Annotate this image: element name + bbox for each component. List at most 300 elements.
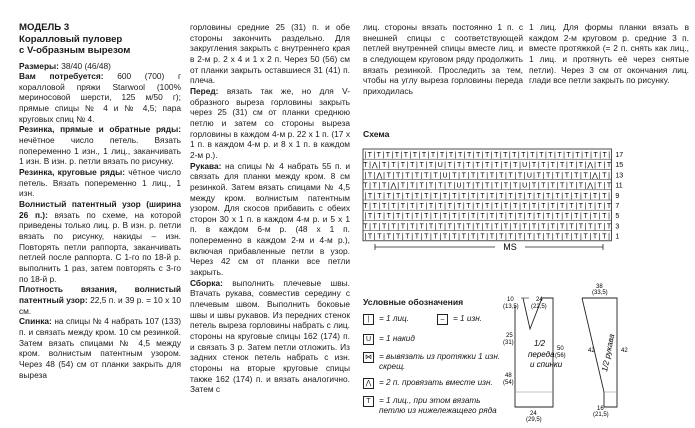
chart-cell: |: [508, 151, 511, 159]
chart-cell: |: [472, 202, 475, 210]
chart-cell: T: [419, 182, 424, 190]
chart-cell: T: [575, 151, 580, 159]
chart-cell: T: [433, 172, 438, 180]
chart-cell: |: [369, 182, 371, 190]
chart-cell: |: [603, 202, 606, 210]
chart-cell: |: [523, 233, 526, 241]
wave-pattern: Волнистый патентный узор (ширина 26 п.): вязать по схеме, на которой приведены только лиц. р. В изн. р. петли вязать по рисунку, накиды – изн. Повторять петли раппорта, заканчивать петлей после раппорта. С 1-го по 18-й р. выполнить 1 раз, затем повторять с 3-го по 18-й р.: [19, 199, 182, 284]
text-column-2: [190, 22, 350, 395]
chart-cell: |: [434, 223, 437, 231]
chart-cell: T: [419, 202, 424, 210]
chart-cell: |: [598, 233, 601, 241]
chart-cell: |: [554, 151, 556, 159]
chart-cell: T: [489, 172, 495, 180]
chart-cell: |: [444, 202, 446, 210]
ms-label: MS: [503, 242, 517, 252]
front-dim-right-1: 50: [557, 346, 564, 352]
chart-cell: T: [405, 233, 410, 241]
chart-cell: |: [584, 223, 587, 231]
chart-cell: |: [580, 233, 582, 241]
chart-cell: |: [364, 151, 367, 159]
chart-cell: |: [378, 182, 381, 190]
chart-cell: T: [452, 172, 457, 180]
chart-cell: T: [414, 233, 420, 241]
legend-cross: ⋈ = вывязать из протяжки 1 изн. скрещ.: [365, 352, 501, 371]
chart-cell: T: [508, 192, 513, 200]
chart-cell: T: [606, 162, 612, 170]
chart-cell: T: [583, 192, 588, 200]
cross-purl-symbol-icon: ⋈: [365, 354, 372, 361]
chart-cell: T: [386, 213, 391, 221]
chart-cell: |: [575, 162, 578, 170]
legend-yarn-over: U = 1 накид: [363, 334, 503, 345]
chart-cell: T: [433, 192, 438, 200]
chart-cell: T: [381, 202, 387, 210]
chart-cell: ⋀: [390, 182, 397, 190]
chart-cell: |: [462, 202, 465, 210]
chart-cell: T: [545, 213, 551, 221]
chart-cell: T: [412, 151, 418, 159]
chart-cell: |: [490, 182, 493, 190]
chart-cell: |: [551, 213, 554, 221]
chart-cell: |: [481, 151, 484, 159]
chart-cell: T: [602, 192, 607, 200]
chart-cell: |: [472, 182, 475, 190]
chart-cell: T: [410, 202, 415, 210]
chart-cell: T: [517, 172, 523, 180]
chart-cell: |: [533, 192, 535, 200]
row-number: 1: [615, 233, 620, 241]
chart-cell: T: [597, 202, 602, 210]
chart-cell: T: [499, 233, 504, 241]
chart-cell: |: [547, 223, 550, 231]
ms-repeat-marker: [375, 242, 603, 252]
chart-cell: |: [397, 182, 400, 190]
chart-cell: T: [480, 172, 485, 180]
chart-cell: |: [383, 192, 386, 200]
chart-cell: T: [557, 151, 562, 159]
chart-cell: |: [406, 182, 409, 190]
chart-cell: T: [452, 192, 457, 200]
chart-cell: |: [406, 162, 409, 170]
chart-cell: |: [490, 151, 493, 159]
chart-cell: |: [561, 172, 564, 180]
chart-cell: T: [569, 182, 574, 190]
chart-border: [363, 149, 611, 241]
chart-cell: |: [400, 151, 403, 159]
chart-cell: |: [411, 172, 414, 180]
chart-cell: T: [461, 192, 466, 200]
chart-cell: U: [456, 182, 462, 190]
chart-cell: |: [406, 223, 409, 231]
chart-cell: |: [565, 162, 568, 170]
front-dim-top-3: 24: [536, 297, 543, 303]
sizes: Размеры: 38/40 (46/48): [19, 60, 111, 71]
chart-cell: T: [578, 202, 584, 210]
chart-row-numbers: [615, 152, 623, 241]
chart-cell: T: [503, 151, 508, 159]
chart-cell: |: [519, 162, 521, 170]
chart-cell: T: [447, 223, 452, 231]
chart-cell: |: [369, 162, 371, 170]
chart-cell: T: [466, 182, 471, 190]
legend-p2tog: ⋀ = 2 п. провязать вместе изн.: [363, 378, 503, 389]
chart-cell: T: [578, 162, 584, 170]
chart-cell: T: [513, 223, 518, 231]
chart-cell: |: [467, 213, 470, 221]
row-number: 13: [615, 172, 624, 180]
chart-cell: T: [400, 182, 405, 190]
chart-cell: |: [373, 233, 376, 241]
chart-cell: T: [593, 151, 598, 159]
chart-cell: T: [541, 202, 546, 210]
chart-cell: T: [428, 182, 434, 190]
chart-cell: ⋀: [376, 172, 383, 180]
legend-knit: | = 1 лиц.: [363, 314, 433, 325]
chart-cell: T: [381, 162, 387, 170]
chart-cell: |: [453, 202, 456, 210]
chart-cell: |: [565, 223, 568, 231]
chart-cell: T: [536, 192, 541, 200]
chart-cell: T: [421, 151, 427, 159]
chart-cell: |: [565, 202, 568, 210]
chart-cell: |: [472, 151, 475, 159]
chart-cell: |: [509, 202, 512, 210]
chart-cell: |: [608, 213, 610, 221]
chart-cell: |: [453, 162, 456, 170]
chart-cell: T: [606, 223, 612, 231]
chart-cell: |: [584, 182, 587, 190]
chart-cell: |: [500, 202, 503, 210]
chart-cell: |: [528, 162, 531, 170]
chart-cell: T: [480, 233, 485, 241]
chart-cell: T: [476, 151, 481, 159]
chart-cell: |: [589, 233, 592, 241]
chart-cell: |: [556, 182, 559, 190]
chart-cell: T: [539, 151, 544, 159]
chart-cell: T: [410, 182, 415, 190]
chart-cell: T: [433, 213, 438, 221]
chart-cell: T: [494, 223, 499, 231]
chart-cell: |: [458, 233, 460, 241]
chart-cell: T: [372, 202, 377, 210]
sleeve-dim-right-1: 42: [621, 348, 628, 354]
chart-cell: |: [495, 213, 498, 221]
chart-cell: |: [598, 172, 601, 180]
chart-cell: |: [439, 233, 442, 241]
chart-cell: T: [536, 213, 541, 221]
chart-cell: T: [438, 202, 443, 210]
chart-cell: |: [364, 192, 367, 200]
chart-cell: |: [505, 172, 507, 180]
chart-cell: |: [533, 172, 535, 180]
chart-cell: |: [542, 192, 545, 200]
chart-cell: U: [522, 182, 528, 190]
chart-cell: T: [475, 162, 480, 170]
chart-cell: |: [551, 172, 554, 180]
text-column-4: 1 лиц. Для формы планки вязать в каждом 2-м круговом р. средние 3 п. вместе протяжкой (= 2 п. снять как лиц., 1 лиц. и протянуть её через снятые петли). Через 3 см от окончания лиц. глади все петли закрыть по рисунку.: [529, 22, 689, 86]
chart-cell: |: [490, 223, 493, 231]
chart-cell: |: [533, 233, 535, 241]
purl-symbol-icon: –: [437, 314, 448, 325]
chart-cell: |: [462, 223, 465, 231]
chart-cell: T: [470, 213, 476, 221]
chart-cell: |: [575, 202, 578, 210]
chart-cell: |: [575, 223, 578, 231]
sleeve-dim-bottom-2: (21,5): [593, 412, 609, 418]
chart-cell: |: [420, 233, 423, 241]
chart-cell: T: [513, 202, 518, 210]
chart-cell: |: [434, 182, 437, 190]
chart-cell: T: [521, 151, 526, 159]
chart-cell: T: [381, 223, 387, 231]
chart-cell: T: [569, 202, 574, 210]
chart-cell: T: [414, 192, 420, 200]
chart-cell: T: [485, 182, 490, 190]
chart-cell: |: [430, 213, 432, 221]
chart-cell: T: [363, 223, 368, 231]
chart-cell: |: [551, 192, 554, 200]
chart-cell: T: [574, 192, 579, 200]
chart-grid: [363, 149, 611, 241]
chart-cell: T: [461, 172, 466, 180]
chart-cell: |: [425, 162, 428, 170]
chart-cell: |: [486, 192, 489, 200]
chart-cell: T: [550, 202, 555, 210]
chart-cell: T: [531, 202, 537, 210]
chart-cell: T: [396, 233, 401, 241]
chart-cell: T: [545, 172, 551, 180]
chart-cell: |: [500, 162, 503, 170]
knit-below-symbol-icon: T: [363, 396, 374, 407]
row-number: 5: [615, 213, 620, 221]
chart-cell: T: [555, 233, 560, 241]
chart-cell: |: [514, 172, 517, 180]
chart-cell: T: [550, 223, 555, 231]
chart-cell: |: [387, 162, 390, 170]
chart-cell: ⋀: [592, 172, 598, 180]
chart-cell: T: [405, 213, 410, 221]
chart-cell: T: [448, 151, 454, 159]
chart-cell: |: [608, 192, 610, 200]
chart-cell: T: [531, 223, 537, 231]
chart-cell: T: [583, 213, 588, 221]
chart-cell: |: [565, 182, 568, 190]
chart-cell: T: [442, 192, 448, 200]
chart-cell: T: [597, 223, 602, 231]
chart-cell: |: [411, 192, 414, 200]
chart-cell: T: [602, 151, 607, 159]
chart-cell: |: [415, 202, 418, 210]
chart-cell: |: [430, 192, 432, 200]
front-dim-left-3: 48: [505, 373, 512, 379]
chart-cell: |: [563, 151, 565, 159]
chart-cell: |: [547, 202, 550, 210]
chart-cell: |: [462, 182, 465, 190]
chart-cell: |: [584, 162, 587, 170]
chart-cell: |: [387, 182, 390, 190]
chart-cell: T: [424, 213, 429, 221]
chart-cell: T: [438, 182, 443, 190]
chart-cell: T: [592, 213, 598, 221]
chart-cell: T: [578, 182, 584, 190]
chart-cell: T: [414, 172, 420, 180]
chart-cell: T: [394, 151, 400, 159]
chart-cell: ⋀: [371, 162, 378, 170]
chart-cell: |: [369, 202, 371, 210]
chart-cell: |: [458, 192, 460, 200]
chart-cell: |: [481, 182, 484, 190]
chart-cell: T: [560, 162, 565, 170]
chart-cell: T: [499, 172, 504, 180]
chart-cell: T: [400, 202, 405, 210]
chart-cell: T: [466, 162, 471, 170]
chart-cell: T: [503, 202, 509, 210]
front-dim-top-4: (22,5): [531, 304, 547, 310]
chart-cell: |: [500, 182, 503, 190]
chart-cell: |: [383, 172, 386, 180]
chart-cell: |: [415, 162, 418, 170]
sleeves-instructions: Рукава: на спицы № 4 набрать 55 п. и связать для планки между кром. 8 см резинкой. Затем вязать спицами № 4,5 между кром. волнистым патентным узором. Для скосов прибавить с обеих сторон 30 х 1 п. в каждом 4-м р. и 5 х 1 п. в каждом 6-м р. (48 х 1 п. попеременно в каждом 2-м и 4-м р.), включая прибавленные петли в узор. Через 42 см от планки все петли закрыть.: [190, 160, 350, 278]
chart-cell: T: [386, 233, 391, 241]
chart-cell: |: [401, 192, 404, 200]
chart-cell: T: [564, 172, 570, 180]
chart-cell: |: [572, 151, 574, 159]
sleeve-dim-left-1: 42: [588, 348, 595, 354]
front-dim-right-2: (56): [555, 353, 566, 359]
chart-cell: |: [495, 233, 498, 241]
front-instructions: Перед: вязать так же, но для V-образного выреза горловины закрыть через 25 (31) см от планки среднюю петлю и затем со стороны выреза горловины в каждом 4-м р. 22 х 1 п. (17 х 1 п. в каждом 4-м р. и 8 х 1 п. в каждом 2-м р.).: [190, 85, 350, 160]
chart-cell: |: [505, 192, 507, 200]
chart-cell: T: [583, 172, 588, 180]
chart-cell: T: [386, 172, 391, 180]
chart-cell: T: [372, 182, 377, 190]
chart-cell: T: [480, 213, 485, 221]
chart-cell: |: [369, 223, 371, 231]
front-dim-top-2: (13,5): [503, 304, 519, 310]
front-label-3: и спинки: [530, 360, 563, 369]
chart-cell: |: [598, 192, 601, 200]
chart-cell: T: [424, 172, 429, 180]
chart-cell: T: [447, 202, 452, 210]
chart-cell: T: [363, 202, 368, 210]
chart-cell: |: [476, 233, 479, 241]
chart-cell: T: [602, 213, 607, 221]
chart-cell: |: [481, 223, 484, 231]
chart-cell: T: [545, 192, 551, 200]
row-number: 17: [615, 151, 624, 159]
chart-cell: T: [377, 192, 382, 200]
chart-cell: |: [542, 213, 545, 221]
chart-cell: T: [597, 182, 602, 190]
chart-cell: T: [574, 172, 579, 180]
chart-cell: T: [517, 233, 523, 241]
chart-cell: |: [526, 151, 529, 159]
chart-cell: T: [363, 182, 368, 190]
model-title: МОДЕЛЬ 3 Коралловый пуловер с V-образным вырезом: [19, 22, 131, 56]
chart-cell: |: [387, 223, 390, 231]
neck-shaping: горловины средние 25 (31) п. и обе стороны закончить раздельно. Для закругления закрыть с внутреннего края в 2-м р. 2 х 4 и 1 х 2 п. Через 50 (56) см от планки закрыть оставшиеся 31 (41) п. плеча.: [190, 22, 350, 86]
chart-cell: T: [424, 192, 429, 200]
chart-cell: T: [555, 192, 560, 200]
chart-cell: T: [494, 182, 499, 190]
chart-cell: T: [447, 182, 452, 190]
chart-cell: |: [434, 202, 437, 210]
chart-cell: T: [566, 151, 571, 159]
chart-cell: |: [383, 233, 386, 241]
assembly-instructions: Сборка: выполнить плечевые швы. Втачать рукава, совместив середину с плечевым швом. Выполнить боковые швы и швы рукавов. Из передних стенок петель выреза горловины набрать с лиц. стороны на круговые спицы 162 (174) п. и связать 3 р. Затем петли отложить. Из задних стенок петель набрать с изн. стороны на вторые круговые спицы также 162 (174) п. и вязать аналогично. Затем с: [190, 277, 350, 395]
chart-cell: |: [430, 172, 432, 180]
chart-cell: T: [560, 202, 565, 210]
chart-cell: T: [606, 202, 612, 210]
chart-cell: T: [503, 223, 509, 231]
chart-cell: T: [569, 162, 574, 170]
chart-cell: |: [561, 192, 564, 200]
chart-cell: T: [588, 202, 593, 210]
chart-cell: T: [527, 192, 532, 200]
chart-cell: |: [570, 172, 573, 180]
chart-cell: |: [594, 223, 596, 231]
chart-cell: |: [509, 162, 512, 170]
chart-cell: |: [439, 192, 442, 200]
row-number: 11: [615, 182, 623, 190]
chart-cell: |: [401, 213, 404, 221]
chart-cell: T: [442, 233, 448, 241]
chart-cell: T: [475, 202, 480, 210]
chart-cell: |: [608, 233, 610, 241]
chart-cell: |: [519, 182, 521, 190]
chart-cell: T: [456, 162, 462, 170]
chart-cell: |: [528, 202, 531, 210]
chart-cell: |: [373, 192, 376, 200]
chart-cell: T: [560, 182, 565, 190]
chart-cell: T: [489, 192, 495, 200]
chart-cell: U: [442, 172, 448, 180]
chart-cell: |: [584, 202, 587, 210]
chart-cell: T: [512, 151, 517, 159]
chart-cell: T: [485, 162, 490, 170]
chart-cell: T: [536, 172, 541, 180]
chart-cell: |: [542, 172, 545, 180]
chart-cell: T: [367, 192, 373, 200]
text-column-1: [19, 22, 181, 380]
chart-cell: T: [536, 233, 541, 241]
chart-cell: |: [448, 192, 451, 200]
chart-cell: |: [514, 213, 517, 221]
chart-cell: T: [550, 182, 555, 190]
chart-cell: T: [485, 202, 490, 210]
yarn-over-symbol-icon: U: [363, 334, 374, 345]
chart-cell: T: [457, 151, 463, 159]
chart-cell: |: [467, 233, 470, 241]
sleeve-label: 1/2 рукава: [600, 333, 617, 373]
chart-cell: |: [547, 182, 550, 190]
chart-cell: T: [527, 213, 532, 221]
chart-cell: ⋀: [587, 182, 594, 190]
chart-cell: T: [403, 151, 409, 159]
chart-cell: T: [428, 202, 434, 210]
chart-cell: |: [509, 223, 512, 231]
chart-cell: T: [377, 233, 382, 241]
chart-cell: T: [527, 233, 532, 241]
chart-cell: T: [438, 223, 443, 231]
chart-cell: |: [430, 233, 432, 241]
chart-cell: T: [499, 213, 504, 221]
chart-cell: |: [594, 182, 596, 190]
chart-cell: |: [537, 202, 540, 210]
chart-cell: |: [458, 213, 460, 221]
chart-cell: |: [581, 151, 583, 159]
